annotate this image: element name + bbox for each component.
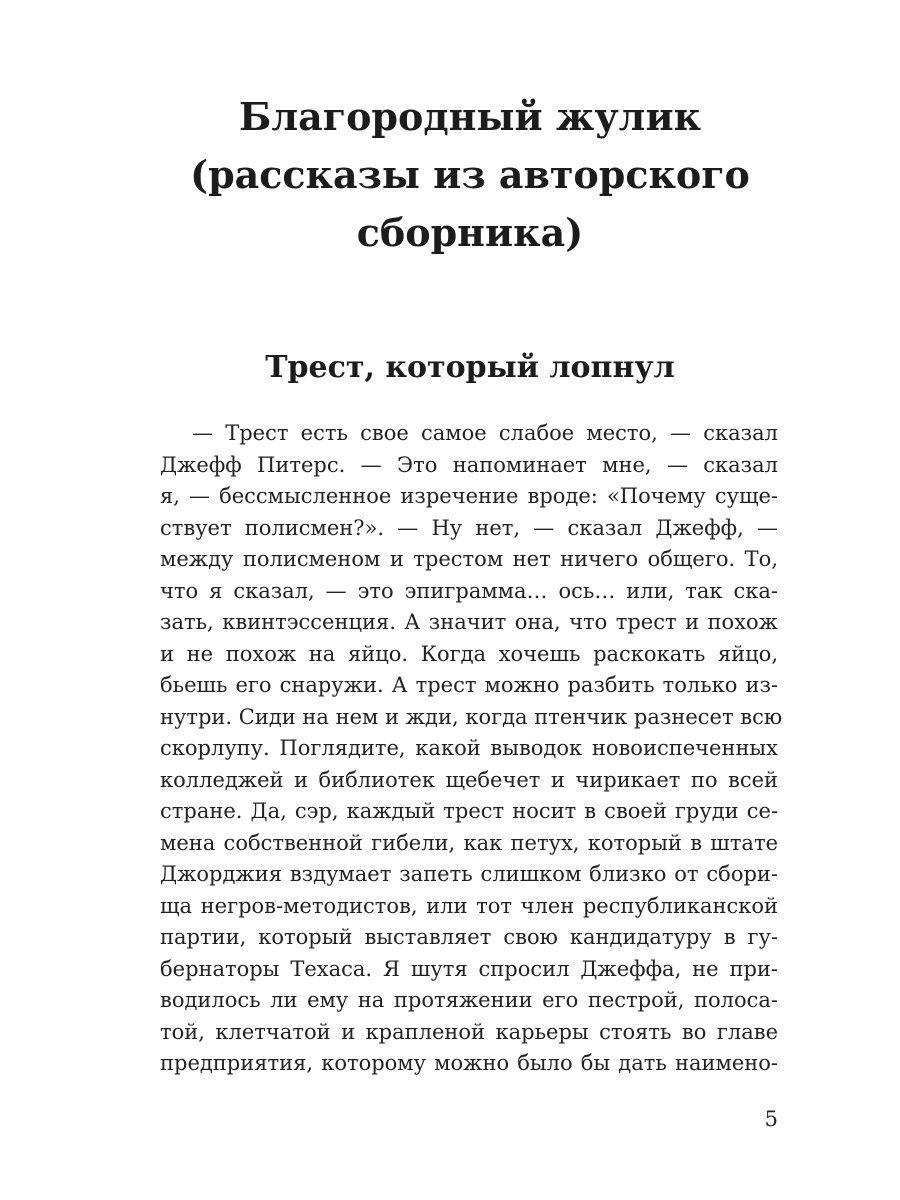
story-title: Трест, который лопнул [265, 350, 675, 385]
page-number: 5 [764, 1107, 778, 1131]
body-line: стране. Да, сэр, каждый трест носит в своей груди се- [160, 799, 778, 823]
body-line: водилось ли ему на протяжении его пестрой, полоса- [160, 988, 778, 1012]
body-line: нутри. Сиди на нем и жди, когда птенчик разнесет всю [160, 704, 783, 729]
body-line: скорлупу. Поглядите, какой выводок новоиспеченных [160, 736, 778, 760]
body-line: предприятия, которому можно было бы дать наимено- [160, 1051, 778, 1075]
body-line: я, — бессмысленное изречение вроде: «Почему суще- [160, 484, 778, 508]
body-line: ствует полисмен?». — Ну нет, — сказал Джефф, — [160, 515, 778, 540]
body-line: мена собственной гибели, как петух, который в штате [160, 830, 778, 855]
body-line: бьешь его снаружи. А трест можно разбить только из- [160, 673, 778, 697]
body-line: Джефф Питерс. — Это напоминает мне, — сказал [160, 452, 778, 477]
body-line: и не похож на яйцо. Когда хочешь раскокать яйцо, [160, 641, 778, 666]
book-title [150, 88, 790, 262]
book-title-line: Благородный жулик [238, 94, 702, 139]
body-line: ща негров-методистов, или тот член республиканской [160, 893, 778, 918]
body-line: Джорджия вздумает запеть слишком близко от сбори- [160, 862, 778, 886]
book-title-line: (рассказы из авторского [190, 152, 750, 197]
body-line: зать, квинтэссенция. А значит она, что трест и похож [160, 610, 778, 634]
body-line: — Трест есть свое самое слабое место, — сказал [192, 421, 778, 445]
body-line: партии, который выставляет свою кандидатуру в гу- [160, 925, 778, 949]
body-line: той, клетчатой и крапленой карьеры стоять во главе [160, 1019, 778, 1044]
body-line: бернаторы Техаса. Я шутя спросил Джеффа, не при- [160, 956, 778, 981]
story-body [160, 418, 783, 1080]
body-line: что я сказал, — это эпиграмма… ось… или, так ска- [160, 578, 778, 603]
body-line: колледжей и библиотек щебечет и чирикает по всей [160, 767, 778, 792]
book-title-line: сборника) [356, 210, 584, 255]
body-line: между полисменом и трестом нет ничего общего. То, [160, 547, 778, 571]
